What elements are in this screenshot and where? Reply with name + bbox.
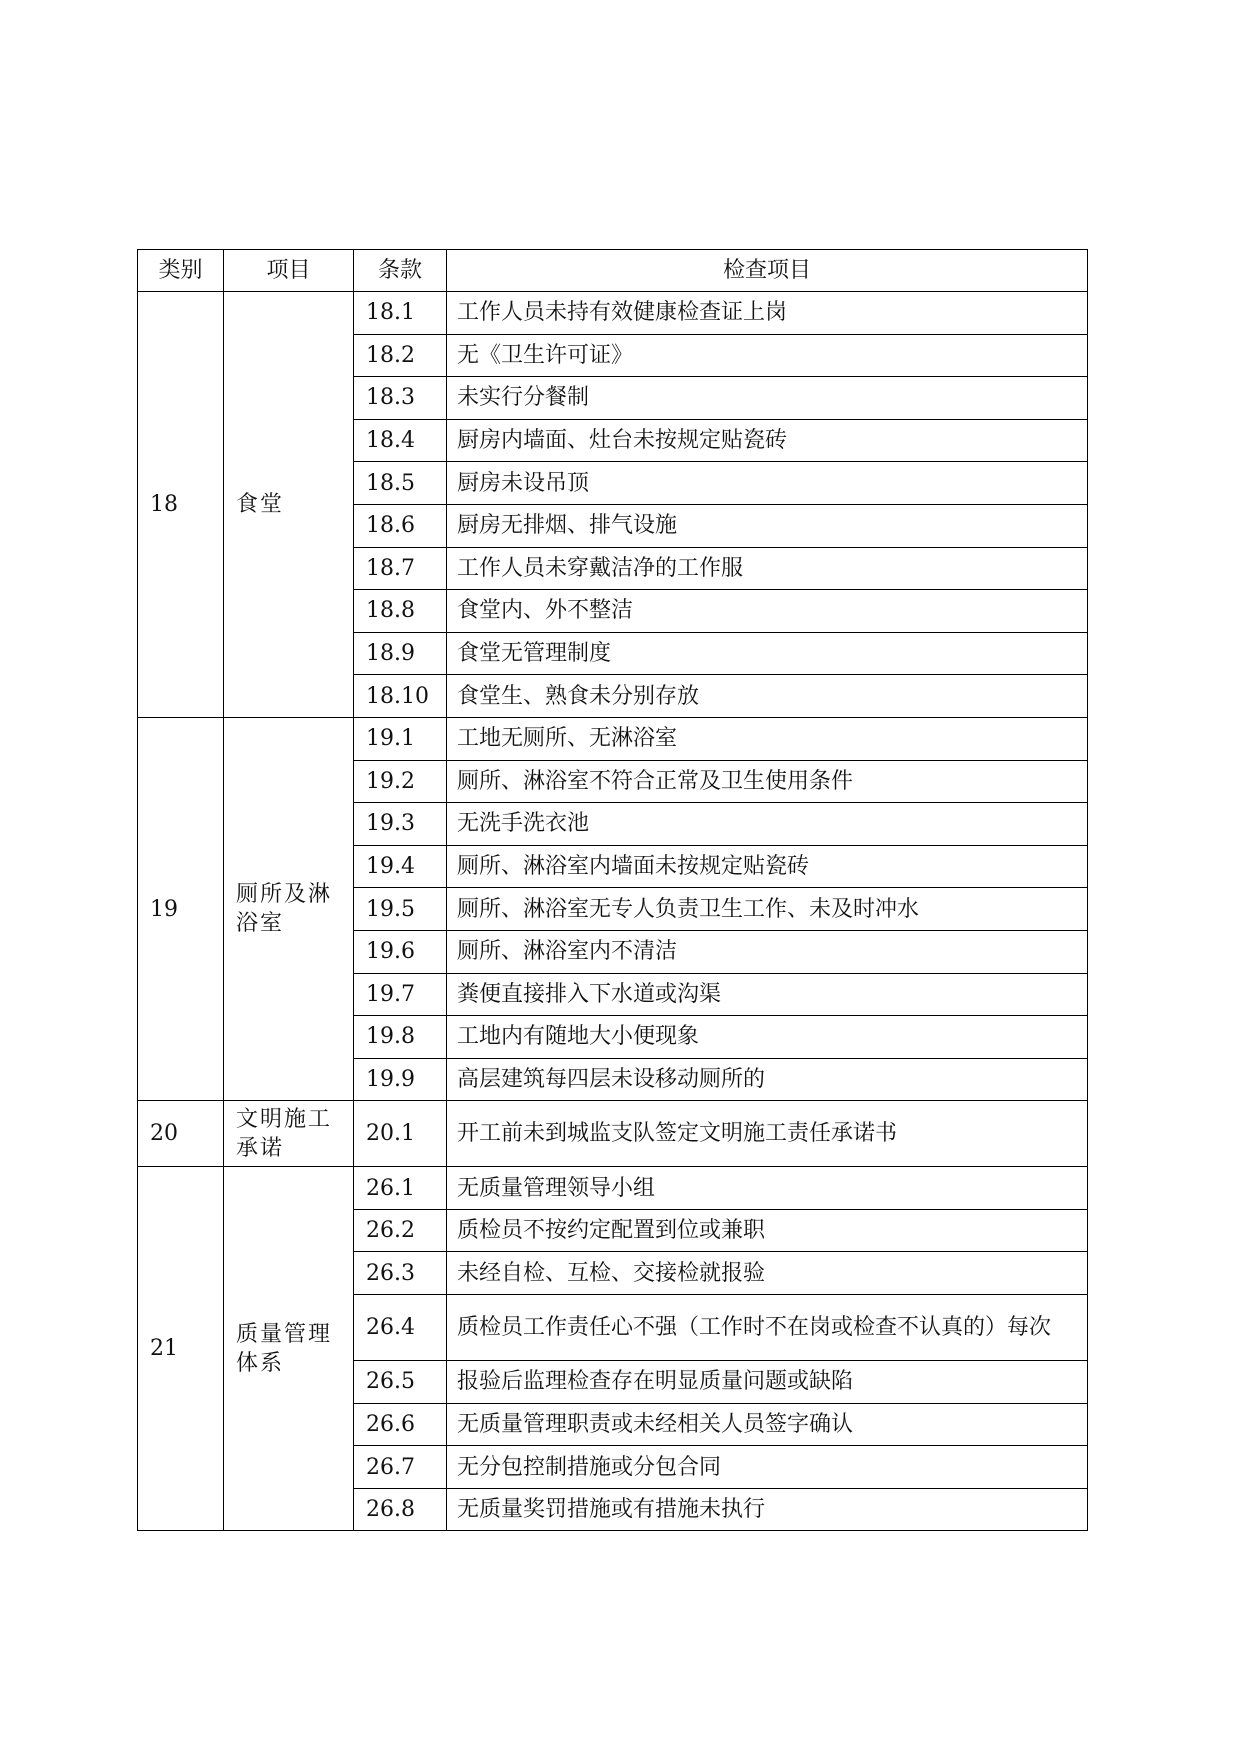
- clause-cell: 19.5: [354, 888, 447, 931]
- header-inspection-item: 检查项目: [447, 250, 1088, 292]
- item-cell: 工作人员未持有效健康检查证上岗: [447, 292, 1088, 335]
- header-clause: 条款: [354, 250, 447, 292]
- item-cell: 未经自检、互检、交接检就报验: [447, 1252, 1088, 1295]
- project-cell: 质量管理体系: [224, 1167, 354, 1531]
- clause-cell: 26.6: [354, 1403, 447, 1446]
- category-cell: 20: [138, 1101, 224, 1167]
- clause-cell: 18.3: [354, 377, 447, 420]
- item-cell: 无质量奖罚措施或有措施未执行: [447, 1488, 1088, 1531]
- item-cell: 厨房内墙面、灶台未按规定贴瓷砖: [447, 419, 1088, 462]
- category-cell: 21: [138, 1167, 224, 1531]
- item-cell: 食堂内、外不整洁: [447, 590, 1088, 633]
- item-cell: 厕所、淋浴室不符合正常及卫生使用条件: [447, 760, 1088, 803]
- item-cell: 粪便直接排入下水道或沟渠: [447, 973, 1088, 1016]
- item-cell: 无分包控制措施或分包合同: [447, 1446, 1088, 1489]
- item-cell: 工作人员未穿戴洁净的工作服: [447, 547, 1088, 590]
- clause-cell: 18.5: [354, 462, 447, 505]
- item-cell: 食堂无管理制度: [447, 632, 1088, 675]
- clause-cell: 26.7: [354, 1446, 447, 1489]
- item-cell: 未实行分餐制: [447, 377, 1088, 420]
- clause-cell: 19.7: [354, 973, 447, 1016]
- table-row: [138, 292, 1088, 335]
- clause-cell: 19.2: [354, 760, 447, 803]
- clause-cell: 18.10: [354, 675, 447, 718]
- clause-cell: 18.7: [354, 547, 447, 590]
- item-cell: 厨房未设吊顶: [447, 462, 1088, 505]
- item-cell: 厕所、淋浴室无专人负责卫生工作、未及时冲水: [447, 888, 1088, 931]
- category-cell: 18: [138, 292, 224, 718]
- clause-cell: 26.2: [354, 1209, 447, 1252]
- item-cell: 高层建筑每四层未设移动厕所的: [447, 1058, 1088, 1101]
- header-project: 项目: [224, 250, 354, 292]
- item-cell: 无质量管理职责或未经相关人员签字确认: [447, 1403, 1088, 1446]
- clause-cell: 19.6: [354, 930, 447, 973]
- clause-cell: 26.1: [354, 1167, 447, 1210]
- inspection-checklist-table: [137, 249, 1088, 1531]
- table-row: [138, 717, 1088, 760]
- table-row: [138, 1167, 1088, 1210]
- header-category: 类别: [138, 250, 224, 292]
- item-cell: 报验后监理检查存在明显质量问题或缺陷: [447, 1361, 1088, 1404]
- table-row: [138, 1101, 1088, 1167]
- clause-cell: 18.8: [354, 590, 447, 633]
- item-cell: 工地内有随地大小便现象: [447, 1016, 1088, 1059]
- clause-cell: 18.4: [354, 419, 447, 462]
- clause-cell: 19.9: [354, 1058, 447, 1101]
- clause-cell: 26.4: [354, 1295, 447, 1361]
- clause-cell: 19.8: [354, 1016, 447, 1059]
- clause-cell: 18.9: [354, 632, 447, 675]
- clause-cell: 26.3: [354, 1252, 447, 1295]
- item-cell: 质检员不按约定配置到位或兼职: [447, 1209, 1088, 1252]
- item-cell: 无质量管理领导小组: [447, 1167, 1088, 1210]
- clause-cell: 18.1: [354, 292, 447, 335]
- clause-cell: 20.1: [354, 1101, 447, 1167]
- project-cell: 食堂: [224, 292, 354, 718]
- item-cell: 开工前未到城监支队签定文明施工责任承诺书: [447, 1101, 1088, 1167]
- clause-cell: 18.6: [354, 504, 447, 547]
- clause-cell: 26.8: [354, 1488, 447, 1531]
- item-cell: 工地无厕所、无淋浴室: [447, 717, 1088, 760]
- item-cell: 无洗手洗衣池: [447, 803, 1088, 846]
- item-cell: 无《卫生许可证》: [447, 334, 1088, 377]
- clause-cell: 19.3: [354, 803, 447, 846]
- clause-cell: 18.2: [354, 334, 447, 377]
- clause-cell: 19.1: [354, 717, 447, 760]
- category-cell: 19: [138, 717, 224, 1100]
- header-row: [138, 250, 1088, 292]
- project-cell: 厕所及淋浴室: [224, 717, 354, 1100]
- clause-cell: 19.4: [354, 845, 447, 888]
- project-cell: 文明施工承诺: [224, 1101, 354, 1167]
- item-cell: 食堂生、熟食未分别存放: [447, 675, 1088, 718]
- item-cell: 质检员工作责任心不强（工作时不在岗或检查不认真的）每次: [447, 1295, 1088, 1361]
- clause-cell: 26.5: [354, 1361, 447, 1404]
- item-cell: 厨房无排烟、排气设施: [447, 504, 1088, 547]
- item-cell: 厕所、淋浴室内不清洁: [447, 930, 1088, 973]
- item-cell: 厕所、淋浴室内墙面未按规定贴瓷砖: [447, 845, 1088, 888]
